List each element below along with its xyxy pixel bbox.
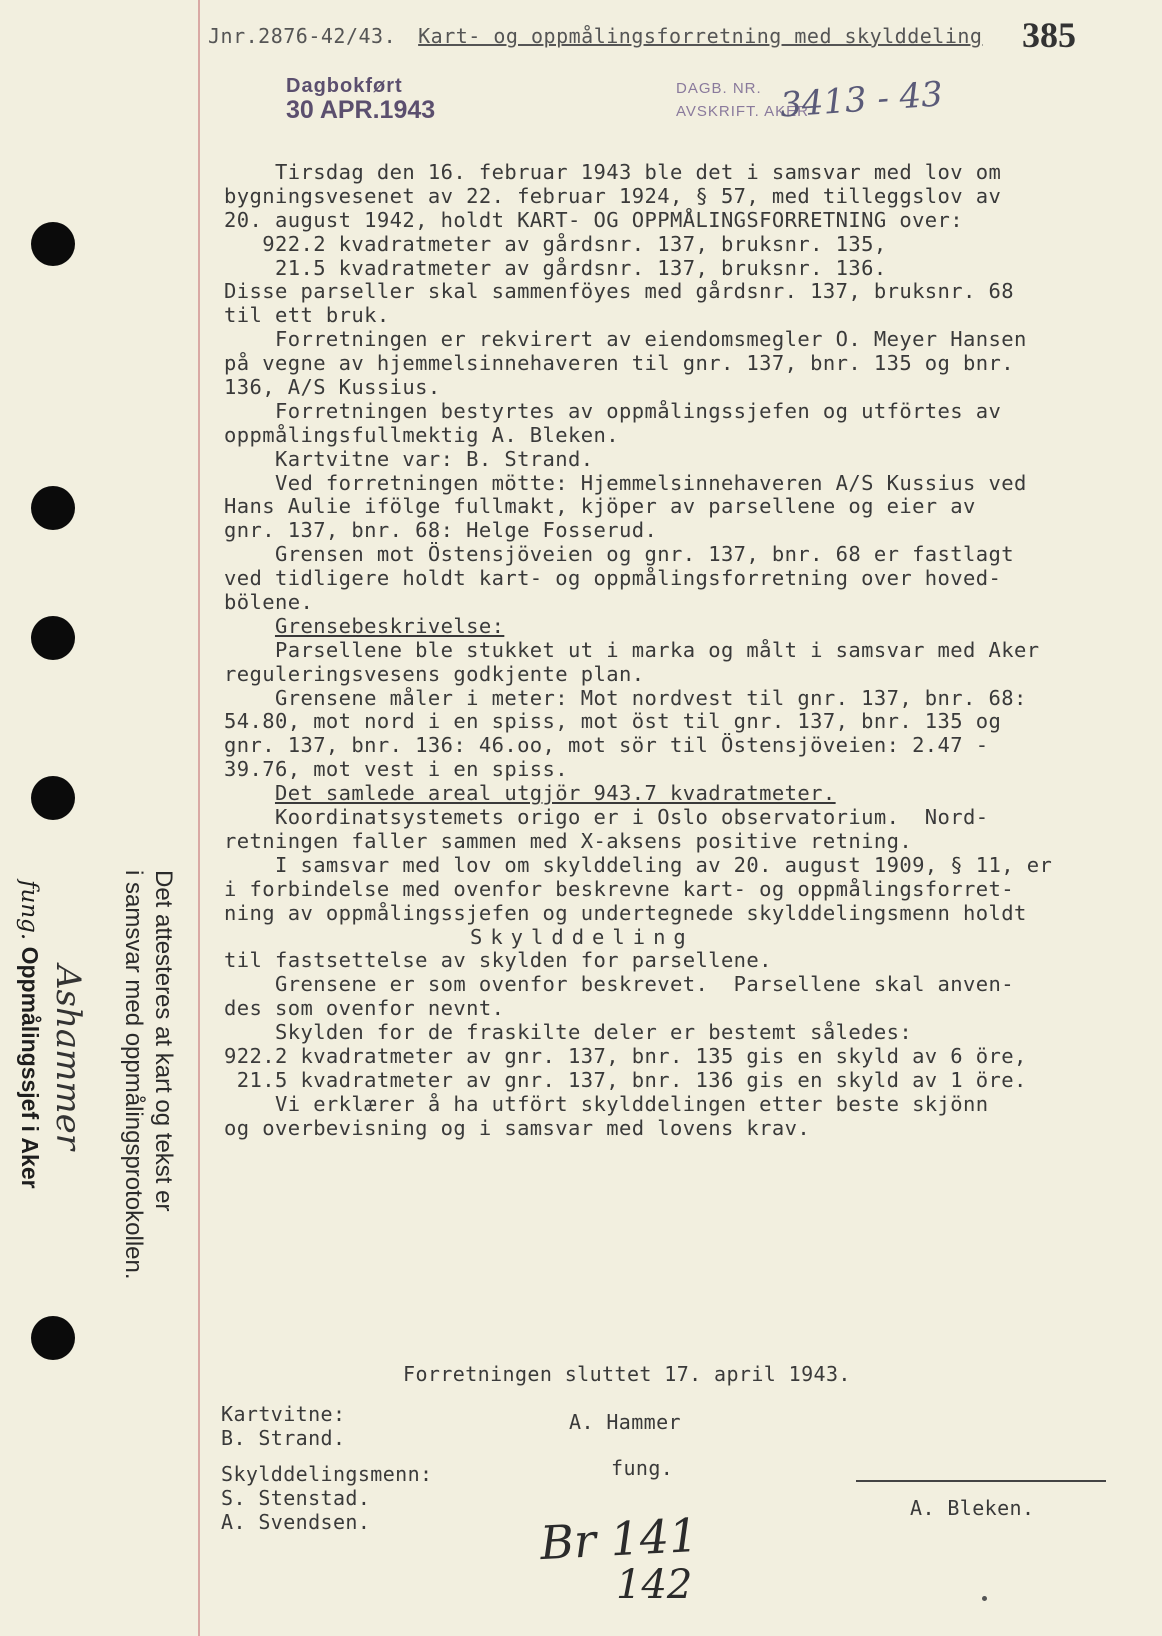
body-line: 136, A/S Kussius. [224,375,441,400]
body-line: oppmålingsfullmektig A. Bleken. [224,422,620,447]
stamp-dagbokfort: Dagbokført [286,75,403,97]
header [208,24,982,48]
underlined-heading: Grensebeskrivelse: [274,613,505,638]
kartvitne-label: Kartvitne: [221,1402,346,1426]
body-line: Skylddeling [470,924,694,949]
signer-hammer: A. Hammer [569,1410,681,1434]
body-line: Forretningen bestyrtes av oppmålingssjefen og utförtes av [224,398,1002,423]
body-line: ning av oppmålingssjefen og undertegnede skylddelingsmenn holdt [224,900,1027,925]
signer-fung: fung. [611,1456,674,1480]
body-line: 20. august 1942, holdt KART- OG OPPMÅLINGSFORRETNING over: [224,207,964,232]
document-body [224,161,1124,1141]
attest-office-name: Oppmålingssjef i Aker [17,946,43,1189]
body-line: Parsellene ble stukket ut i marka og målt i samsvar med Aker [224,637,1040,662]
body-line: Grensene måler i meter: Mot nordvest til gnr. 137, bnr. 68: [224,685,1027,710]
body-line: Disse parseller skal sammenföyes med gårdsnr. 137, bruksnr. 68 [224,279,1015,304]
body-line: til fastsettelse av skylden for parsellene. [224,948,772,973]
punch-hole [31,776,75,820]
body-line: Vi erklærer å ha utfört skylddelingen etter beste skjönn [224,1091,989,1116]
body-line: 21.5 kvadratmeter av gnr. 137, bnr. 136 gis en skyld av 1 öre. [224,1067,1027,1092]
signature-line [856,1480,1106,1482]
body-line: til ett bruk. [224,303,390,328]
margin-line [198,0,200,1636]
body-line: reguleringsvesens godkjente plan. [224,661,645,686]
punch-hole [31,1316,75,1360]
body-line: 54.80, mot nord i en spiss, mot öst til gnr. 137, bnr. 135 og [224,709,1002,734]
handwritten-br: Br 141 [538,1507,700,1571]
signer-bleken: A. Bleken. [910,1496,1035,1520]
body-line [224,782,1124,806]
body-line: Tirsdag den 16. februar 1943 ble det i samsvar med lov om [224,160,1002,184]
kartvitne-name: B. Strand. [221,1426,346,1450]
margin-attestation [118,870,178,1280]
body-line: i forbindelse med ovenfor beskrevne kart- og oppmålingsforret- [224,876,1015,901]
stamp-dagb-nr-label: DAGB. NR. [676,80,762,97]
body-line: 39.76, mot vest i en spiss. [224,757,569,782]
underlined-heading: Det samlede areal utgjör 943.7 kvadratmeter. [274,781,836,806]
body-line: bölene. [224,590,314,615]
body-line: bygningsvesenet av 22. februar 1924, § 57, med tilleggslov av [224,183,1002,208]
body-line: 922.2 kvadratmeter av gårdsnr. 137, bruksnr. 135, [224,231,887,256]
body-line: des som ovenfor nevnt. [224,996,505,1021]
punch-hole [31,616,75,660]
body-line: Kartvitne var: B. Strand. [224,446,594,471]
body-line: Koordinatsystemets origo er i Oslo observatorium. Nord- [224,805,989,830]
stamp-avskrift: AVSKRIFT. AKER [676,102,809,120]
handwritten-dagb-nr: 3413 - 43 [778,74,945,126]
skylddelingsmenn-label: Skylddelingsmenn: [221,1462,433,1486]
attest-office [16,880,43,1189]
body-line: Grensen mot Östensjöveien og gnr. 137, bnr. 68 er fastlagt [224,542,1015,567]
body-line: 922.2 kvadratmeter av gnr. 137, bnr. 135 gis en skyld av 6 öre, [224,1043,1027,1068]
body-line: I samsvar med lov om skylddeling av 20. august 1909, § 11, er [224,852,1053,877]
dagbokfort-stamp [286,76,435,123]
body-line: retningen faller sammen med X-aksens positive retning. [224,828,913,853]
body-line: Hans Aulie ifölge fullmakt, kjöper av parsellene og eier av [224,494,976,519]
body-line: gnr. 137, bnr. 136: 46.oo, mot sör til Östensjöveien: 2.47 - [224,733,989,758]
body-line: Ved forretningen mötte: Hjemmelsinnehaveren A/S Kussius ved [224,470,1027,495]
body-line: på vegne av hjemmelsinnehaveren til gnr. 137, bnr. 135 og bnr. [224,351,1015,376]
attest-signature: Ashammer [48,965,88,1151]
skylddelingsmann-2: A. Svendsen. [221,1510,371,1534]
page-number: 385 [1022,15,1076,55]
body-line: gnr. 137, bnr. 68: Helge Fosserud. [224,518,658,543]
body-line [224,615,1124,639]
ink-dot [982,1596,987,1601]
body-line: Forretningen er rekvirert av eiendomsmegler O. Meyer Hansen [224,327,1027,352]
body-line: ved tidligere holdt kart- og oppmålingsforretning over hoved- [224,566,1002,591]
punch-hole [31,222,75,266]
closing-line: Forretningen sluttet 17. april 1943. [403,1362,851,1386]
stamp-date: 30 APR.1943 [286,96,436,124]
body-line: 21.5 kvadratmeter av gårdsnr. 137, bruksnr. 136. [224,255,887,280]
body-line: Skylden for de fraskilte deler er bestemt således: [224,1020,913,1045]
body-line: Grensene er som ovenfor beskrevet. Parsellene skal anven- [224,972,1015,997]
handwritten-number: 142 [616,1562,693,1608]
document-title: Kart- og oppmålingsforretning med skylddeling [418,24,983,48]
skylddelingsmann-1: S. Stenstad. [221,1486,371,1510]
attest-line-1: Det attesteres at kart og tekst er [150,870,177,1212]
body-line: og overbevisning og i samsvar med lovens krav. [224,1115,811,1140]
punch-hole [31,486,75,530]
attest-line-2: i samsvar med oppmålingsprotokollen. [120,870,147,1280]
journal-number: Jnr.2876-42/43. [208,24,397,48]
attest-fung: fung. [16,880,42,941]
